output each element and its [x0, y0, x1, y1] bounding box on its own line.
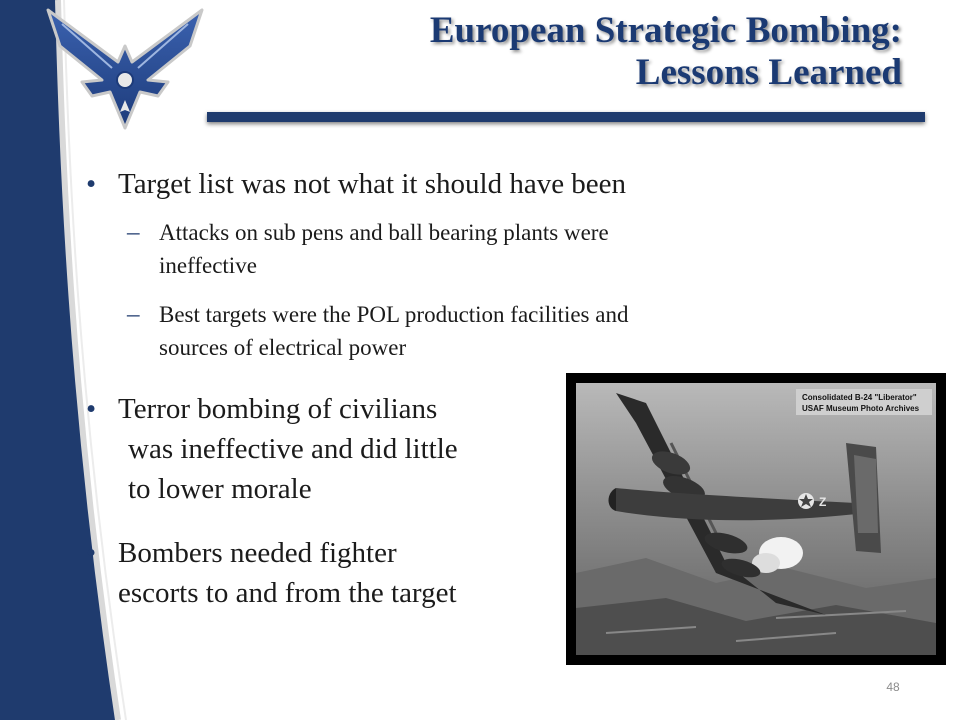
sub-bullet-line-2: ineffective — [159, 253, 257, 278]
bullet-line-2: was ineffective and did little — [128, 433, 458, 465]
air-force-wings-icon — [40, 6, 210, 134]
bullet-line-3: to lower morale — [128, 473, 312, 505]
sub-bullet-item-2 — [127, 298, 819, 364]
title-line-2: Lessons Learned — [635, 52, 902, 93]
bullet-item-1 — [86, 167, 627, 201]
bullet-line-1: Bombers needed fighter — [118, 537, 397, 569]
photo-caption-line-1: Consolidated B-24 "Liberator" — [802, 393, 917, 402]
b24-liberator-photo — [576, 383, 936, 655]
sub-bullet-dash: – — [127, 301, 140, 328]
sub-bullet-line-2: sources of electrical power — [159, 335, 407, 360]
page-number: 48 — [886, 680, 900, 694]
bullet-dot: • — [86, 537, 97, 569]
tail-marking: Z — [819, 495, 827, 509]
bullet-line-1: Terror bombing of civilians — [118, 393, 438, 425]
bullet-item-2 — [86, 389, 558, 509]
title-underline — [207, 112, 925, 122]
sub-bullet-item-1 — [127, 216, 819, 282]
title-line-1: European Strategic Bombing: — [429, 10, 902, 51]
sub-bullet-line-1: Attacks on sub pens and ball bearing plants were — [159, 220, 609, 245]
bullet-dot: • — [86, 168, 97, 200]
slide-title — [282, 10, 902, 94]
sub-bullet-line-1: Best targets were the POL production facilities and — [159, 302, 629, 327]
photo-caption-line-2: USAF Museum Photo Archives — [802, 404, 920, 413]
bullet-item-3 — [86, 533, 568, 613]
bullet-dot: • — [86, 393, 97, 425]
sub-bullet-dash: – — [127, 219, 140, 246]
bomber-photo — [566, 373, 946, 665]
bullet-line-2: escorts to and from the target — [118, 577, 457, 609]
bullet-text: Target list was not what it should have been — [118, 168, 627, 200]
